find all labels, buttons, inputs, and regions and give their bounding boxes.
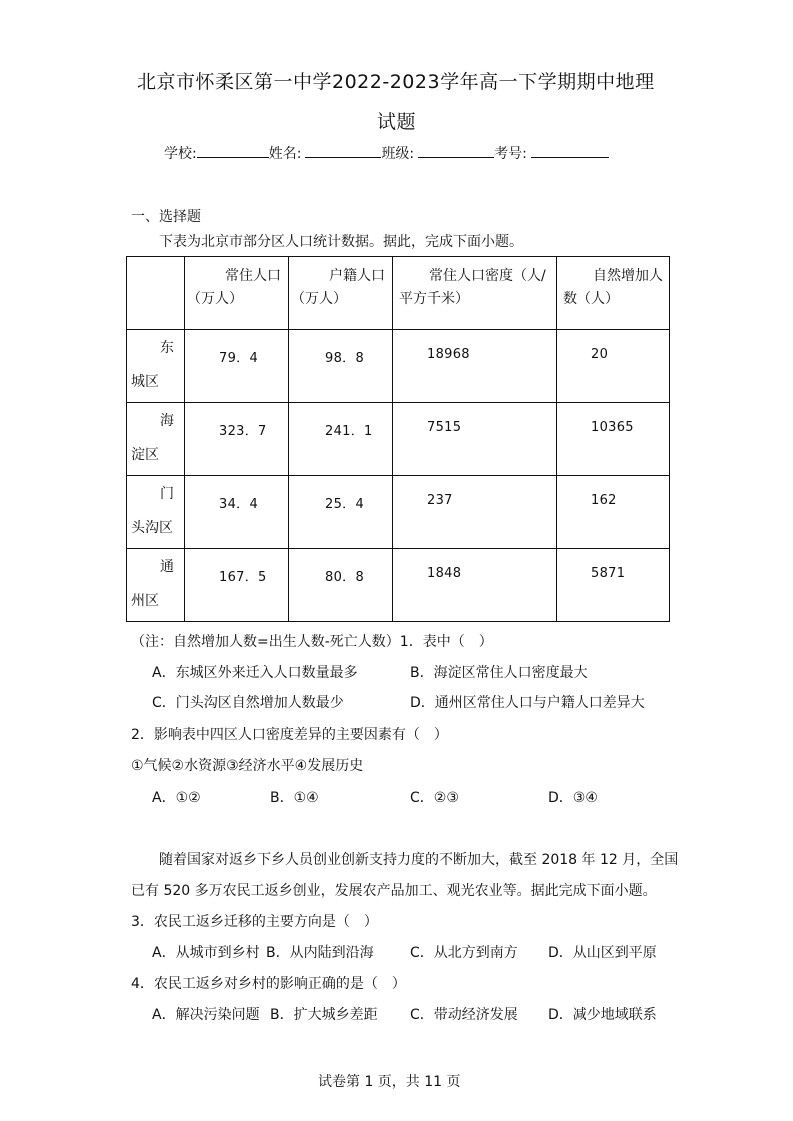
- header-cell-density: [393, 257, 557, 330]
- school-label: 学校:: [164, 146, 197, 162]
- q4-option-a[interactable]: A．解决污染问题: [152, 1007, 260, 1023]
- page-footer: 试卷第 1 页，共 11 页: [318, 1074, 461, 1090]
- table-intro: 下表为北京市部分区人口统计数据。据此，完成下面小题。: [159, 234, 523, 250]
- district-name-part2: 城区: [131, 374, 159, 390]
- header-line2: （万人）: [187, 291, 243, 307]
- q4-stem: 4．农民工返乡对乡村的影响正确的是（ ）: [131, 976, 406, 992]
- q4-option-b[interactable]: B．扩大城乡差距: [270, 1007, 378, 1023]
- q3-stem: 3．农民工返乡迁移的主要方向是（ ）: [131, 914, 378, 930]
- density-value: 237: [427, 493, 453, 508]
- name-label: 姓名:: [268, 146, 302, 162]
- name-blank: [305, 143, 381, 158]
- school-blank: [197, 143, 269, 158]
- density-value: 1848: [427, 566, 462, 581]
- q2-factors: ①气候②水资源③经济水平④发展历史: [131, 758, 364, 774]
- district-name-part1: 门: [160, 486, 174, 502]
- natural-increase-value: 162: [591, 493, 617, 508]
- district-name-part2: 头沟区: [131, 520, 173, 536]
- q1-option-d[interactable]: D．通州区常住人口与户籍人口差异大: [410, 695, 645, 711]
- registered-value: 80．8: [325, 570, 365, 585]
- district-cell: [127, 476, 185, 549]
- resident-value: 34．4: [219, 497, 259, 512]
- q4-option-d[interactable]: D．减少地域联系: [548, 1007, 657, 1023]
- section-heading: 一、选择题: [131, 209, 201, 225]
- registered-value: 25．4: [325, 497, 365, 512]
- q1-option-a[interactable]: A．东城区外来迁入人口数量最多: [152, 665, 358, 681]
- q3-option-c[interactable]: C．从北方到南方: [410, 945, 518, 961]
- header-line1: 常住人口: [225, 268, 281, 284]
- q1-option-b[interactable]: B．海淀区常住人口密度最大: [410, 665, 588, 681]
- header-cell-empty: [127, 257, 185, 330]
- density-value: 18968: [427, 347, 470, 362]
- passage2-line2: 已有 520 多万农民工返乡创业，发展农产品加工、观光农业等。据此完成下面小题。: [131, 883, 657, 899]
- student-info-line: [164, 143, 609, 163]
- q1-option-c[interactable]: C．门头沟区自然增加人数最少: [152, 695, 344, 711]
- table-row: [127, 476, 670, 549]
- page-title: 北京市怀柔区第一中学2022-2023学年高一下学期期中地理: [137, 71, 655, 93]
- district-name-part2: 淀区: [131, 447, 159, 463]
- header-cell-registered: [289, 257, 393, 330]
- table-row: [127, 549, 670, 622]
- class-label: 班级:: [381, 146, 415, 162]
- q3-option-a[interactable]: A．从城市到乡村: [152, 945, 260, 961]
- q2-option-c[interactable]: C．②③: [410, 790, 459, 806]
- exam-no-label: 考号:: [494, 146, 527, 162]
- district-name-part1: 海: [160, 413, 174, 429]
- table-row: [127, 330, 670, 403]
- passage2-line1: 随着国家对返乡下乡人员创业创新支持力度的不断加大，截至 2018 年 12 月，全国: [159, 852, 679, 868]
- q2-option-b[interactable]: B．①④: [270, 790, 319, 806]
- district-cell: [127, 403, 185, 476]
- class-blank: [418, 143, 494, 158]
- header-line1: 户籍人口: [329, 268, 385, 284]
- resident-value: 323．7: [219, 424, 267, 439]
- natural-increase-value: 5871: [591, 566, 626, 581]
- resident-value: 79．4: [219, 351, 259, 366]
- header-cell-natural-increase: [557, 257, 670, 330]
- q2-option-d[interactable]: D．③④: [548, 790, 598, 806]
- exam-no-blank: [531, 143, 609, 158]
- q2-option-a[interactable]: A．①②: [152, 790, 201, 806]
- population-table: [126, 256, 670, 622]
- q3-option-d[interactable]: D．从山区到平原: [548, 945, 657, 961]
- table-row: [127, 403, 670, 476]
- district-cell: [127, 330, 185, 403]
- header-cell-resident: [185, 257, 289, 330]
- header-line2: 平方千米）: [399, 291, 469, 307]
- table-header-row: [127, 257, 670, 330]
- header-line1: 自然增加人: [593, 268, 663, 284]
- q4-option-c[interactable]: C．带动经济发展: [410, 1007, 518, 1023]
- header-line1: 常住人口密度（人/: [429, 268, 546, 284]
- natural-increase-value: 20: [591, 347, 609, 362]
- district-cell: [127, 549, 185, 622]
- density-value: 7515: [427, 420, 462, 435]
- header-line2: （万人）: [291, 291, 347, 307]
- registered-value: 98．8: [325, 351, 365, 366]
- district-name-part1: 东: [160, 340, 174, 356]
- q2-stem: 2．影响表中四区人口密度差异的主要因素有（ ）: [131, 727, 448, 743]
- resident-value: 167．5: [219, 570, 267, 585]
- district-name-part1: 通: [160, 559, 174, 575]
- page-title-line2: 试题: [377, 111, 417, 133]
- natural-increase-value: 10365: [591, 420, 634, 435]
- header-line2: 数（人）: [563, 291, 619, 307]
- q1-stem: （注：自然增加人数=出生人数-死亡人数）1．表中（ ）: [131, 634, 493, 650]
- q3-option-b[interactable]: B．从内陆到沿海: [266, 945, 374, 961]
- district-name-part2: 州区: [131, 593, 159, 609]
- registered-value: 241．1: [325, 424, 373, 439]
